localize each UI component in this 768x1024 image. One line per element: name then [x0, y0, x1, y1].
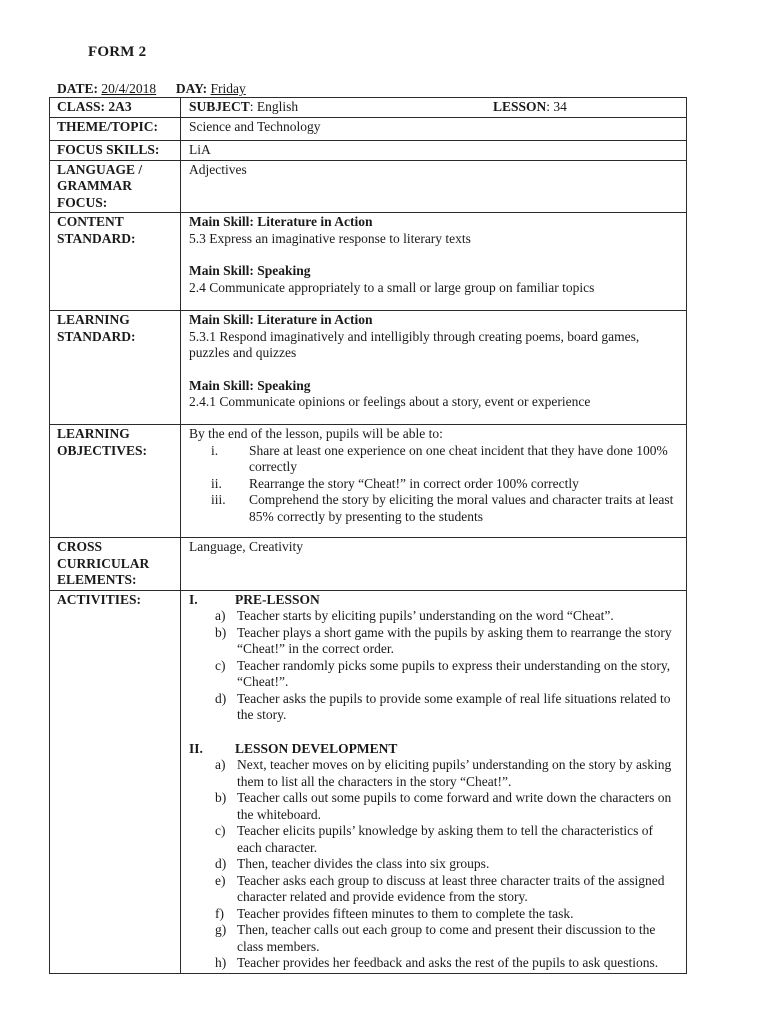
- objective-item: [211, 443, 680, 476]
- date-label: DATE:: [57, 81, 99, 96]
- item-letter: g): [215, 922, 227, 937]
- item-letter: d): [215, 690, 227, 706]
- lesson-plan-table: [49, 140, 687, 974]
- activities-section-pre-lesson: [189, 592, 680, 724]
- cross-curricular-label: CROSS CURRICULAR ELEMENTS:: [50, 538, 181, 590]
- item-text: Next, teacher moves on by eliciting pupils’ understanding on the story by asking them to list all the characters in the story “Cheat!”.: [237, 757, 672, 789]
- learning-skill1-title: Main Skill: Literature in Action: [189, 312, 373, 327]
- section-title: PRE-LESSON: [235, 591, 320, 607]
- item-text: Teacher asks each group to discuss at least three character traits of the assigned character related and provide evidence from the story.: [237, 872, 665, 904]
- activity-item: [215, 625, 680, 658]
- date-day-line: [57, 81, 246, 98]
- row-learning-objectives: [50, 424, 686, 537]
- learning-skill2-title: Main Skill: Speaking: [189, 377, 311, 393]
- theme-label: THEME/TOPIC:: [50, 118, 181, 140]
- section-heading: [189, 741, 680, 758]
- learning-objectives-cell: [181, 425, 686, 537]
- activity-item: [215, 823, 680, 856]
- content-standard-cell: [181, 213, 686, 310]
- objective-numeral: i.: [211, 442, 219, 458]
- item-letter: d): [215, 856, 227, 871]
- spacer: [189, 247, 680, 263]
- spacer: [189, 362, 680, 378]
- row-content-standard: [50, 212, 686, 310]
- row-activities: [50, 590, 686, 973]
- section-numeral: II.: [189, 740, 203, 756]
- item-letter: a): [215, 757, 226, 772]
- section-title: LESSON DEVELOPMENT: [235, 740, 398, 756]
- class-label: CLASS: 2A3: [50, 98, 181, 117]
- lesson-value: : 34: [546, 99, 567, 114]
- activity-item: [215, 691, 680, 724]
- objective-item: [211, 492, 680, 525]
- item-text: Then, teacher calls out each group to come and present their discussion to the class members.: [237, 922, 656, 954]
- content-skill2-title: Main Skill: Speaking: [189, 263, 311, 278]
- activity-item: [215, 906, 680, 923]
- content-skill2-text: 2.4 Communicate appropriately to a small or large group on familiar topics: [189, 279, 595, 295]
- item-text: Teacher calls out some pupils to come forward and write down the characters on the whiteboard.: [237, 790, 672, 822]
- learning-objectives-label: LEARNING OBJECTIVES:: [50, 425, 181, 537]
- learning-standard-cell: [181, 311, 686, 424]
- day-value: Friday: [210, 81, 246, 96]
- subject-cell: [189, 99, 493, 116]
- objective-text: Share at least one experience on one cheat incident that they have done 100% correctly: [249, 442, 668, 474]
- activities-label: ACTIVITIES:: [50, 591, 181, 973]
- language-label: LANGUAGE / GRAMMAR FOCUS:: [50, 161, 181, 213]
- focus-skills-value: LiA: [189, 142, 211, 157]
- content-skill1-text: 5.3 Express an imaginative response to literary texts: [189, 230, 471, 246]
- objective-text: Comprehend the story by eliciting the moral values and character traits at least 85% correctly by presenting to the students: [249, 492, 674, 524]
- item-letter: b): [215, 790, 227, 805]
- activity-item: [215, 790, 680, 823]
- item-text: Teacher starts by eliciting pupils’ understanding on the word “Cheat”.: [237, 608, 614, 623]
- day-label: DAY:: [175, 81, 208, 96]
- item-letter: c): [215, 657, 226, 673]
- activity-item: [215, 873, 680, 906]
- subject-label: SUBJECT: [189, 99, 250, 114]
- learning-skill1-text: 5.3.1 Respond imaginatively and intelligibly through creating poems, board games, puzzles and quizzes: [189, 328, 640, 360]
- theme-value: Science and Technology: [189, 118, 321, 134]
- item-text: Teacher plays a short game with the pupils by asking them to rearrange the story “Cheat!” in the correct order.: [237, 624, 672, 656]
- activity-item: [215, 955, 680, 972]
- row-class-subject-lesson: [50, 98, 686, 117]
- activity-item: [215, 608, 680, 625]
- item-text: Teacher provides her feedback and asks the rest of the pupils to ask questions.: [237, 955, 659, 970]
- item-letter: c): [215, 823, 226, 838]
- item-text: Teacher asks the pupils to provide some example of real life situations related to the story.: [237, 690, 671, 722]
- cross-curricular-value: Language, Creativity: [189, 539, 303, 554]
- item-letter: b): [215, 624, 227, 640]
- content-standard-label: CONTENT STANDARD:: [50, 213, 181, 310]
- item-letter: e): [215, 872, 226, 888]
- form-title: FORM 2: [88, 44, 147, 60]
- row-focus-skills: [50, 141, 686, 160]
- activity-item: [215, 658, 680, 691]
- item-letter: h): [215, 955, 227, 970]
- learning-standard-label: LEARNING STANDARD:: [50, 311, 181, 424]
- objective-text: Rearrange the story “Cheat!” in correct order 100% correctly: [249, 475, 579, 491]
- objective-numeral: ii.: [211, 475, 222, 491]
- activity-item: [215, 757, 680, 790]
- activities-section-lesson-development: [189, 741, 680, 972]
- row-learning-standard: [50, 310, 686, 424]
- activity-item: [215, 922, 680, 955]
- subject-lesson-cell: [181, 98, 686, 117]
- date-value: 20/4/2018: [101, 81, 157, 96]
- lesson-label: LESSON: [493, 99, 547, 114]
- info-table-top: [49, 97, 687, 141]
- objective-numeral: iii.: [211, 492, 226, 507]
- item-text: Teacher elicits pupils’ knowledge by asking them to tell the characteristics of each character.: [237, 823, 654, 855]
- item-text: Teacher randomly picks some pupils to express their understanding on the story, “Cheat!”.: [237, 657, 671, 689]
- content-skill1-title: Main Skill: Literature in Action: [189, 214, 373, 229]
- section-numeral: I.: [189, 591, 198, 607]
- item-letter: a): [215, 608, 226, 623]
- objectives-intro: By the end of the lesson, pupils will be able to:: [189, 426, 443, 441]
- item-text: Teacher provides fifteen minutes to them to complete the task.: [237, 905, 574, 921]
- learning-skill2-text: 2.4.1 Communicate opinions or feelings about a story, event or experience: [189, 394, 591, 409]
- activity-item: [215, 856, 680, 873]
- language-value: Adjectives: [189, 161, 247, 177]
- focus-skills-label: FOCUS SKILLS:: [50, 141, 181, 160]
- activities-cell: [181, 591, 686, 973]
- item-letter: f): [215, 905, 224, 921]
- subject-value: : English: [249, 99, 299, 114]
- row-cross-curricular: [50, 537, 686, 590]
- item-text: Then, teacher divides the class into six groups.: [237, 856, 490, 871]
- row-language-grammar-focus: [50, 160, 686, 213]
- objective-item: [211, 476, 680, 493]
- row-theme-topic: [50, 117, 686, 140]
- lesson-cell: [493, 99, 567, 116]
- section-heading: [189, 592, 680, 609]
